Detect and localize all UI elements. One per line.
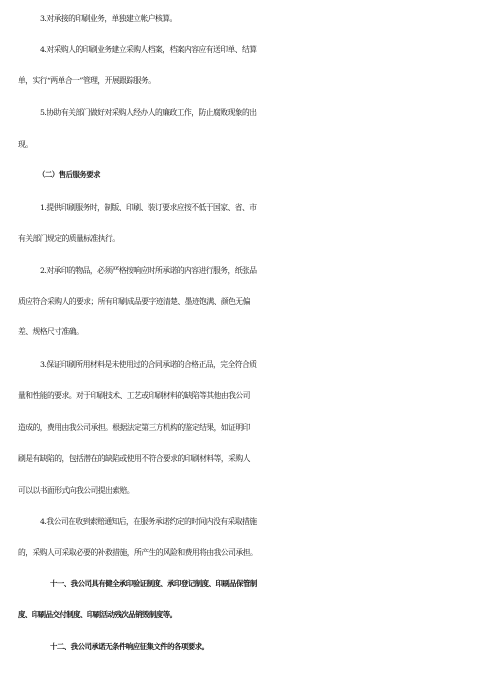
after-sales-item-3-line-1: 3.保证印刷所用材料是未使用过的合同承诺的合格正品，完全符合质 (40, 360, 257, 369)
after-sales-item-4-line-2: 的，采购人可采取必要的补救措施，所产生的风险和费用将由我公司承担。 (18, 548, 258, 557)
paragraph-item-5-line-2: 现。 (18, 140, 33, 149)
paragraph-item-4-line-2: 单，实行“两单合一”管理，开展跟踪服务。 (18, 76, 156, 85)
after-sales-item-1-line-2: 有关部门规定的质量标准执行。 (18, 234, 120, 243)
paragraph-item-5-line-1: 5.协助有关部门做好对采购人经办人的廉政工作，防止腐败现象的出 (40, 108, 257, 117)
after-sales-item-3-line-4: 刷是有缺陷的，包括潜在的缺陷或使用不符合要求的印刷材料等，采购人 (18, 454, 250, 463)
section-heading-after-sales: （二）售后服务要求 (38, 170, 101, 179)
after-sales-item-2-line-3: 差、规格尺寸准确。 (18, 327, 84, 336)
paragraph-item-4-line-1: 4.对采购人的印刷业务建立采购人档案，档案内容应有送印单、结算 (40, 45, 257, 54)
clause-12: 十二、我公司承诺无条件响应征集文件的各项要求。 (50, 642, 209, 651)
after-sales-item-4-line-1: 4.我公司在收到索赔通知后，在服务承诺约定的时间内没有采取措施 (40, 517, 257, 526)
after-sales-item-3-line-3: 造成的，费用由我公司承担。根据法定第三方机构的鉴定结果，如证明印 (18, 423, 250, 432)
after-sales-item-2-line-2: 质应符合采购人的要求；所有印刷成品要字迹清楚、墨迹饱满、颜色无偏 (18, 297, 250, 306)
after-sales-item-2-line-1: 2.对承印的物品，必须严格按响应时所承诺的内容进行服务，纸张品 (40, 266, 257, 275)
clause-11-line-1: 十一、我公司具有健全承印验证制度、承印登记制度、印刷品保管制 (50, 579, 257, 588)
after-sales-item-3-line-5: 可以以书面形式向我公司提出索赔。 (18, 486, 134, 495)
after-sales-item-1-line-1: 1.提供印刷服务时，制版、印刷、装订要求应按不低于国家、省、市 (40, 203, 257, 212)
after-sales-item-3-line-2: 量和性能的要求。对于印刷技术、工艺或印刷材料的缺陷等其他由我公司 (18, 391, 250, 400)
paragraph-item-3-line-1: 3.对承接的印刷业务，单独建立帐户核算。 (40, 14, 177, 23)
clause-11-line-2: 度、印刷品交付制度、印刷活动残次品销毁制度等。 (18, 610, 177, 619)
